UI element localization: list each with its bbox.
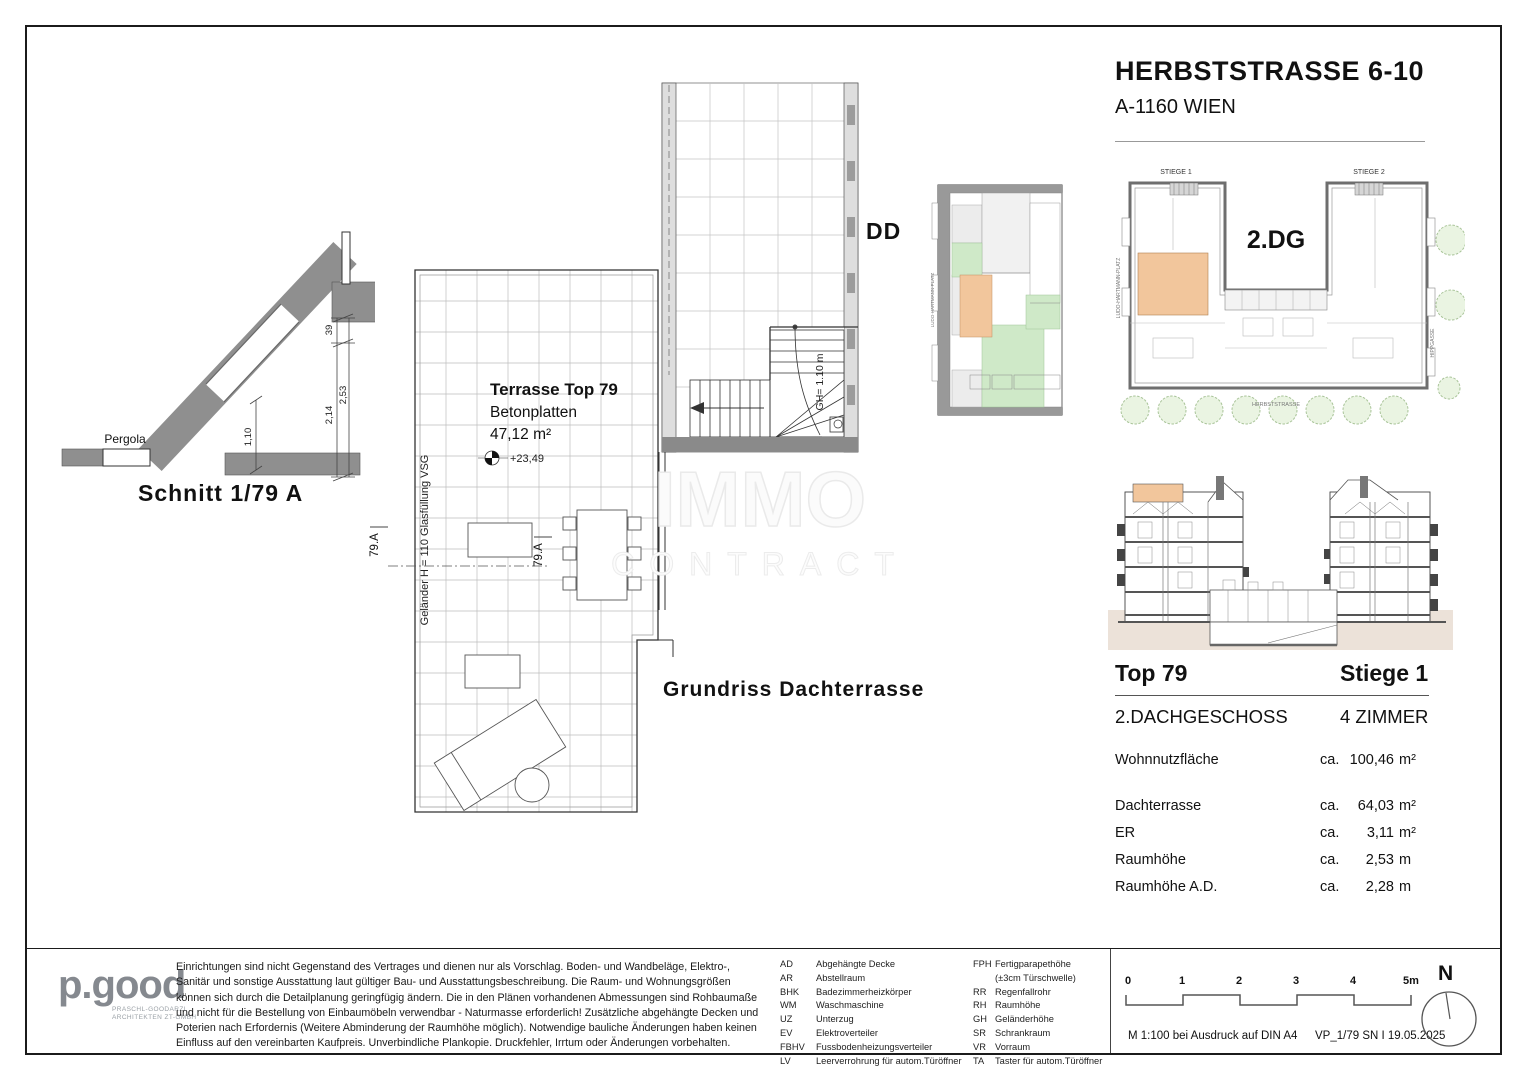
- floorplan-title: Grundriss Dachterrasse: [663, 678, 925, 701]
- watermark-line1: IMMO: [653, 455, 867, 543]
- dg-floor-label: 2.DG: [1246, 226, 1306, 254]
- info-row-unit: m²: [1399, 752, 1416, 768]
- info-row-unit: m²: [1399, 825, 1416, 841]
- legend-term: Taster für autom.Türöffner: [995, 1055, 1103, 1066]
- info-row-unit: m: [1399, 879, 1412, 895]
- legend-abbr: UZ: [780, 1014, 793, 1025]
- info-row-label: Raumhöhe A.D.: [1115, 879, 1218, 895]
- legend-term: Regenfallrohr: [995, 986, 1051, 997]
- mini-plan-dd: [930, 175, 1070, 420]
- legend-term: Abstellraum: [816, 972, 866, 983]
- terrace-area: 47,12 m²: [490, 426, 552, 443]
- dg-street-left: LUDO-HARTMANN-PLATZ: [1116, 257, 1122, 319]
- legend-abbr: LV: [780, 1055, 791, 1066]
- roof-terrace-plan: [360, 75, 860, 825]
- legend-term: Unterzug: [816, 1014, 854, 1025]
- legend-abbr: BHK: [780, 986, 800, 997]
- legend-abbr: [973, 972, 995, 986]
- legend-term: Vorraum: [995, 1041, 1031, 1052]
- info-row-label: ER: [1115, 825, 1136, 841]
- info-row-unit: m: [1399, 852, 1412, 868]
- dg-street-bottom: HERBSTSTRASSE: [1252, 402, 1300, 408]
- north-arrow-icon: [1420, 990, 1480, 1050]
- info-row-amount: 2,53: [1365, 852, 1394, 868]
- info-row-amount: 2,28: [1365, 879, 1394, 895]
- dg-stiege2-label: STIEGE 2: [1353, 169, 1385, 176]
- plan-reference: VP_1/79 SN I 19.05.2025: [1315, 1030, 1446, 1042]
- section-drawing: [40, 225, 375, 485]
- info-row: [1115, 798, 1429, 814]
- dg-stiege1-label: STIEGE 1: [1160, 169, 1192, 176]
- terrace-material: Betonplatten: [490, 404, 578, 421]
- dg-street-right: HIPPGASSE: [1430, 328, 1436, 358]
- scale-notes: [1128, 1030, 1446, 1042]
- scale-tick: 4: [1350, 975, 1357, 987]
- pergola-label: Pergola: [104, 432, 146, 446]
- legend-row: [973, 1041, 1102, 1055]
- legend-abbr: FPH: [973, 959, 992, 969]
- legend-term: Fertigparapethöhe: [995, 959, 1071, 969]
- unit-stiege: Stiege 1: [1340, 660, 1429, 686]
- info-row-amount: 64,03: [1357, 798, 1394, 814]
- watermark-line2: CONTRACT: [611, 546, 909, 582]
- legend-row: [780, 999, 973, 1013]
- legend-row: [973, 1055, 1102, 1069]
- building-section: [1108, 472, 1453, 667]
- info-row-unit: m²: [1399, 798, 1416, 814]
- unit-rooms: 4 ZIMMER: [1340, 706, 1429, 727]
- unit-number: Top 79: [1115, 660, 1188, 686]
- legend-row: [780, 1041, 973, 1055]
- info-row-prefix: ca.: [1320, 852, 1340, 868]
- section-title: Schnitt 1/79 A: [138, 480, 304, 506]
- legend-term: Raumhöhe: [995, 1000, 1041, 1011]
- elevation-value: +23,49: [510, 453, 544, 465]
- legend-abbr: TA: [973, 1055, 985, 1066]
- abbreviation-legend: [780, 958, 1102, 1068]
- legend-abbr: RR: [973, 986, 987, 997]
- page-title: HERBSTSTRASSE 6-10: [1115, 56, 1425, 86]
- legend-abbr: RH: [973, 1000, 987, 1011]
- section-marker-right: 79.A: [533, 543, 545, 567]
- info-row-label: Raumhöhe: [1115, 852, 1186, 868]
- legend-column-left: [780, 958, 973, 1068]
- info-row-prefix: ca.: [1320, 798, 1340, 814]
- info-row: [1115, 852, 1429, 868]
- scale-tick: 0: [1125, 975, 1132, 987]
- info-row: [1115, 752, 1429, 768]
- legend-row: [780, 1027, 973, 1041]
- legend-row: [780, 986, 973, 1000]
- scale-tick: 5m: [1403, 975, 1419, 987]
- info-row: [1115, 825, 1429, 841]
- legend-term: Elektroverteiler: [816, 1027, 879, 1038]
- legend-term: Fussbodenheizungsverteiler: [816, 1041, 933, 1052]
- legend-row: [973, 999, 1102, 1013]
- info-row-prefix: ca.: [1320, 879, 1340, 895]
- legend-abbr: AD: [780, 959, 793, 969]
- terrace-name: Terrasse Top 79: [490, 380, 618, 399]
- legend-column-right: [973, 958, 1102, 1068]
- legend-term: Leerverrohrung für autom.Türöffner: [816, 1055, 962, 1066]
- legend-row: [973, 1027, 1102, 1041]
- legend-row: [780, 958, 973, 972]
- legend-abbr: SR: [973, 1027, 986, 1038]
- north-label: N: [1438, 962, 1454, 985]
- info-row-label: Wohnnutzfläche: [1115, 752, 1219, 768]
- scale-tick: 1: [1179, 975, 1186, 987]
- legend-term: Abgehängte Decke: [816, 959, 896, 969]
- scale-tick: 3: [1293, 975, 1300, 987]
- legend-abbr: GH: [973, 1014, 987, 1025]
- scale-bar: [1125, 992, 1417, 1010]
- architect-logo-name: p.good: [58, 963, 186, 1007]
- mini-plan-dd-label: DD: [866, 218, 902, 244]
- dim-110: 1,10: [243, 427, 254, 447]
- mini-plan-dg: [1113, 158, 1465, 438]
- info-row-amount: 100,46: [1349, 752, 1394, 768]
- dim-214: 2,14: [324, 405, 335, 425]
- info-row-prefix: ca.: [1320, 752, 1340, 768]
- section-marker-left: 79.A: [369, 533, 381, 557]
- legend-term: Waschmaschine: [816, 1000, 884, 1011]
- legend-abbr: WM: [780, 1000, 797, 1011]
- unit-info-rows: [1115, 752, 1429, 895]
- architect-logo-sub1: PRASCHL-GOODARZI: [112, 1006, 186, 1013]
- railing-note: Geländer H = 110 Glasfüllung VSG: [419, 454, 431, 626]
- info-row-label: Dachterrasse: [1115, 798, 1202, 814]
- legend-abbr: FBHV: [780, 1041, 805, 1052]
- unit-floor: 2.DACHGESCHOSS: [1115, 706, 1288, 727]
- page-subtitle: A-1160 WIEN: [1115, 96, 1236, 118]
- legend-row: [973, 972, 1102, 986]
- dim-253: 2,53: [338, 385, 349, 405]
- scale-bar-ticks: [1125, 975, 1417, 989]
- legend-row: [973, 1013, 1102, 1027]
- legend-row: [780, 972, 973, 986]
- legend-abbr: AR: [780, 972, 793, 983]
- scale-note: M 1:100 bei Ausdruck auf DIN A4: [1128, 1030, 1298, 1042]
- legend-term: Badezimmerheizkörper: [816, 986, 912, 997]
- legend-row: [973, 986, 1102, 1000]
- footer-vertical-divider: [1110, 949, 1111, 1053]
- title-divider: [1115, 141, 1425, 142]
- legend-term: Schrankraum: [995, 1027, 1051, 1038]
- legend-row: [780, 1055, 973, 1069]
- legend-row: [780, 1013, 973, 1027]
- info-row: [1115, 879, 1429, 895]
- unit-info-header: [1115, 660, 1429, 696]
- scale-tick: 2: [1236, 975, 1243, 987]
- unit-info: [1115, 660, 1429, 895]
- legend-term: (±3cm Türschwelle): [995, 972, 1076, 983]
- dim-39: 39: [324, 324, 335, 336]
- legend-abbr: VR: [973, 1041, 986, 1052]
- stair-height-label: GH= 1.10 m: [814, 353, 826, 411]
- dd-street-left: LUDO-HARTMANN-PLATZ: [930, 272, 935, 328]
- architect-logo-sub2: ARCHITEKTEN ZT-GMBH: [112, 1014, 197, 1021]
- legend-row: [973, 958, 1102, 972]
- info-row-amount: 3,11: [1366, 825, 1394, 841]
- info-row-prefix: ca.: [1320, 825, 1340, 841]
- unit-info-subheader: [1115, 706, 1429, 728]
- legend-term: Geländerhöhe: [995, 1014, 1054, 1025]
- disclaimer-text: Einrichtungen sind nicht Gegenstand des Vertrages und dienen nur als Vorschlag. Boden- und Wandbeläge, Elektro-, Sanitär und sonstige Ausstattung laut gültiger Bau- und Ausstattungsbeschreibung. Die Raum- und Wohnungsgrößen können sich durch die Detailplanung geringfügig ändern. Die in den Plänen vorhandenen Abmessungen sind Rohbaumaße und nicht für die Bestellung von Einbaumöbeln verwendbar - Naturmasse erforderlich! Zusätzliche abgehängte Decken und Poterien nach Erfordernis (Weitere Abminderung der Raumhöhe möglich). Notwendige bauliche Änderungen haben keinen Einfluss auf den vereinbarten Kaufpreis. Unverbindliche Plankopie. Druckfehler, Irrtum oder Änderungen vorbehalten.: [176, 961, 759, 1050]
- footer-divider-line: [27, 948, 1500, 949]
- legend-abbr: EV: [780, 1027, 793, 1038]
